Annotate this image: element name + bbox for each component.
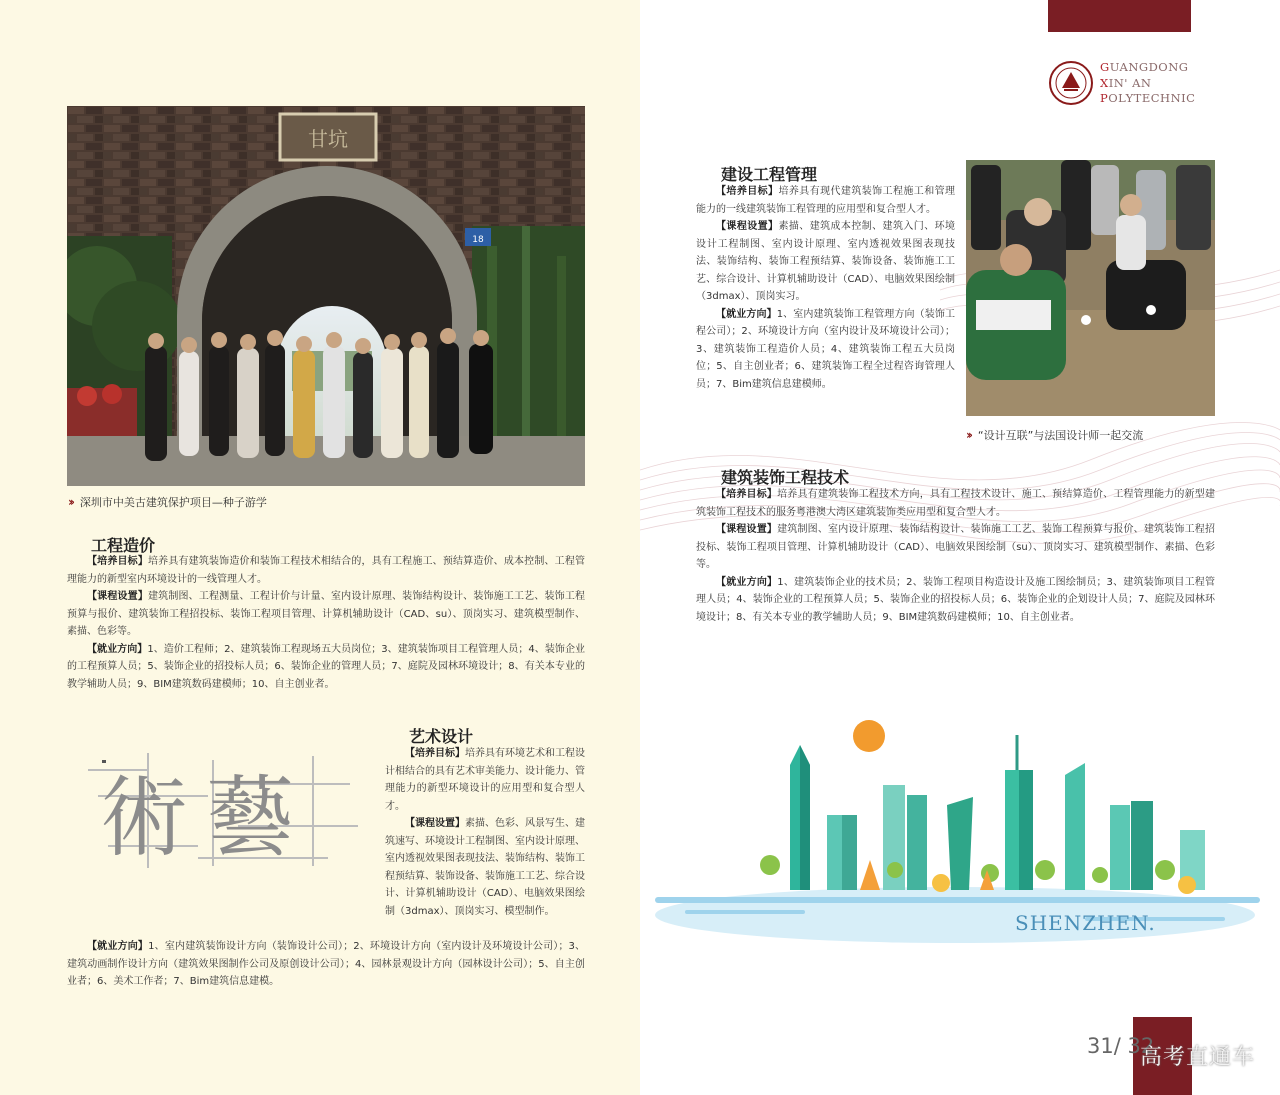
mgmt-career-label: 【就业方向】 [716,308,777,320]
mgmt-career-text: 1、室内建筑装饰工程管理方向（装饰工程公司）；2、环境设计方向（室内设计及环境设计公司）；3、建筑装饰工程造价人员；4、建筑装饰工程五大员岗位；5、自主创业者；6、建筑装饰工程全过程咨询管理人员；7、Bim建筑信息建模师。 [696,308,955,390]
art-course-label: 【课程设置】 [405,818,465,829]
school-name-line-1: GUANGDONG [1100,60,1189,74]
art-career-label: 【就业方向】 [87,941,149,952]
mgmt-course-text: 素描、建筑成本控制、建筑入门、环境设计工程制图、室内设计原理、室内透视效果图表现技法、装饰结构、装饰工程预结算、装饰设备、装饰施工工艺、综合设计、计算机辅助设计（CAD）、电脑效果图绘制（3dmax）、顶岗实习。 [696,221,956,302]
cost-section-body [67,553,585,693]
cost-career-label: 【就业方向】 [87,643,148,655]
tech-career-label: 【就业方向】 [716,576,778,588]
tech-goal-label: 【培养目标】 [716,489,778,500]
shenzhen-label: SHENZHEN. [1015,911,1156,935]
art-section-title: 艺术设计 [409,727,474,746]
shenzhen-skyline [655,705,1260,945]
tech-goal-text: 培养具有建筑装饰工程技术方向，具有工程技术设计、施工、预结算造价、工程管理能力的新型建筑装饰工程技术的服务粤港澳大湾区建筑装饰类应用型和复合型人才。 [696,489,1215,518]
cost-goal [67,553,585,588]
school-name-line-3: POLYTECHNIC [1100,91,1196,105]
art-goal [385,745,585,815]
chevron-right-icon: ›› [68,495,72,509]
right-photo-caption [966,427,1143,443]
cost-course-label: 【课程设置】 [87,591,148,602]
school-logo [1048,60,1195,107]
skyline-illustration [655,705,1260,945]
top-accent-bar [1048,0,1191,32]
school-name [1100,60,1195,107]
art-goal-label: 【培养目标】 [405,748,465,759]
art-course-text: 素描、色彩、风景写生、建筑速写、环境设计工程制图、室内设计原理、室内透视效果图表现技法、装饰结构、装饰工程预结算、装饰设备、装饰施工工艺、综合设计、计算机辅助设计（CAD）、电脑效果图绘制（3dmax）、顶岗实习、模型制作。 [385,818,585,917]
cost-goal-label: 【培养目标】 [87,556,148,567]
gate-sign-text: 甘坑 [308,127,348,151]
tech-career-text: 1、建筑装饰企业的技术员；2、装饰工程项目构造设计及施工图绘制员；3、建筑装饰项目工程管理人员；4、装饰企业的工程预算人员；5、装饰企业的招投标人员；6、装饰企业的企划设计人员；7、庭院及园林环境设计；8、有关本专业的教学辅助人员；9、BIM建筑数码建模师；10、自主创业者。 [696,576,1215,623]
page-number: 31/ 32 [1087,1034,1155,1058]
tech-course [696,521,1215,574]
art-career-text: 1、室内建筑装饰设计方向（装饰设计公司）；2、环境设计方向（室内设计及环境设计公司）；3、建筑动画制作设计方向（建筑效果图制作公司及原创设计公司）；4、园林景观设计方向（园林设计公司）；5、自主创业者；6、美术工作者；7、Bim建筑信息建模。 [67,941,586,987]
left-photo-caption-text: 深圳市中美古建筑保护项目—种子游学 [79,496,267,509]
calligraphy-illustration [88,748,358,873]
tech-section-title: 建筑装饰工程技术 [721,468,850,487]
mgmt-course-label: 【课程设置】 [716,221,779,232]
art-career [67,938,585,991]
tech-career [696,574,1215,627]
calligraphy-text: 術藝 [100,766,313,869]
cost-section-title: 工程造价 [91,536,156,555]
mgmt-section-title: 建设工程管理 [721,165,818,184]
mgmt-course [696,218,955,306]
art-section-upper [385,745,585,920]
tech-goal [696,486,1215,521]
cost-goal-text: 培养具有建筑装饰造价和装饰工程技术相结合的，具有工程施工、预结算造价、成本控制、工程管理能力的新型室内环境设计的一线管理人才。 [67,556,585,585]
designers-photo [966,160,1215,416]
group-photo [67,106,585,486]
art-section-lower [67,938,585,991]
mgmt-goal [696,183,955,218]
cost-course-text: 建筑制图、工程测量、工程计价与计量、室内设计原理、装饰结构设计、装饰施工工艺、装饰工程预算与报价、建筑装饰工程招投标、装饰工程项目管理、计算机辅助设计（CAD、su）、顶岗实习、建筑模型制作、素描、色彩等。 [67,591,585,637]
art-goal-text: 培养具有环境艺术和工程设计相结合的具有艺术审美能力、设计能力、管理能力的新型环境设计的应用型和复合型人才。 [385,748,585,812]
art-course [385,815,585,920]
cost-career-text: 1、造价工程师；2、建筑装饰工程现场五大员岗位；3、建筑装饰项目工程管理人员；4、装饰企业的工程预算人员；5、装饰企业的招投标人员；6、装饰企业的管理人员；7、庭院及园林环境设计；8、有关本专业的教学辅助人员；9、BIM建筑数码建模师；10、自主创业者。 [67,643,585,690]
tech-course-label: 【课程设置】 [716,524,778,535]
art-calligraphy-graphic [88,748,358,873]
group-photo-illustration [67,106,585,486]
mgmt-career [696,306,955,394]
gate-plate-text: 18 [472,235,484,245]
cost-course [67,588,585,641]
right-photo-caption-text: “设计互联”与法国设计师一起交流 [977,429,1144,442]
mgmt-goal-label: 【培养目标】 [716,186,779,197]
tech-section-body [696,486,1215,626]
mgmt-section-body [696,183,955,393]
left-photo-caption [68,494,267,510]
school-name-line-2: XIN' AN [1100,75,1152,90]
school-emblem-icon [1048,60,1094,106]
tech-course-text: 建筑制图、室内设计原理、装饰结构设计、装饰施工工艺、装饰工程预算与报价、建筑装饰工程招投标、装饰工程项目管理、计算机辅助设计（CAD）、电脑效果图绘制（su）、顶岗实习、建筑模型制作、素描、色彩等。 [696,524,1215,570]
designers-photo-illustration [966,160,1215,416]
cost-career [67,641,585,694]
watermark-text: 高考直通车 [1140,1045,1256,1070]
mgmt-goal-text: 培养具有现代建筑装饰工程施工和管理能力的一线建筑装饰工程管理的应用型和复合型人才。 [696,186,956,215]
chevron-right-icon: ›› [966,428,970,442]
